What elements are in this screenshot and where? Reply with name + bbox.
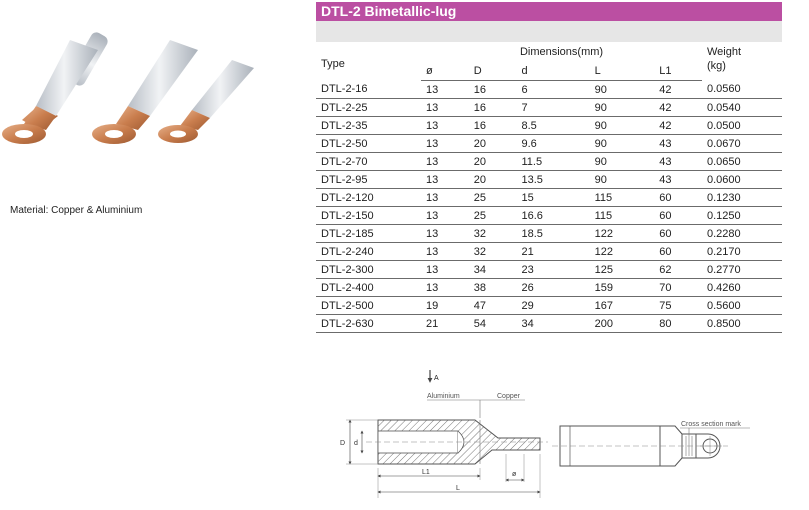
table-cell: 13 (421, 207, 469, 225)
dim-phi-label: ø (512, 471, 517, 478)
table-cell: DTL-2-240 (316, 243, 421, 261)
title-subbar (316, 21, 782, 42)
table-cell: 0.1230 (702, 189, 782, 207)
table-cell: 21 (516, 243, 589, 261)
technical-drawing (330, 368, 790, 508)
table-cell: 0.1250 (702, 207, 782, 225)
table-cell: 0.0560 (702, 81, 782, 99)
table-cell: 0.5600 (702, 297, 782, 315)
dim-L1-label: L1 (422, 469, 430, 476)
table-cell: DTL-2-35 (316, 117, 421, 135)
table-cell: DTL-2-16 (316, 81, 421, 99)
table-cell: 43 (654, 153, 702, 171)
table-cell: 8.5 (516, 117, 589, 135)
table-cell: 0.0540 (702, 99, 782, 117)
table-cell: 13.5 (516, 171, 589, 189)
table-cell: 32 (469, 243, 517, 261)
table-cell: 54 (469, 315, 517, 333)
table-cell: 16 (469, 99, 517, 117)
dim-L-label: L (456, 485, 460, 492)
table-cell: 16 (469, 81, 517, 99)
table-cell: 167 (590, 297, 655, 315)
table-cell: 16 (469, 117, 517, 135)
lug-section-view (366, 420, 548, 464)
table-cell: 60 (654, 189, 702, 207)
table-row (316, 135, 782, 153)
table-cell: 115 (590, 207, 655, 225)
table-cell: 0.0600 (702, 171, 782, 189)
subheader-L: L (590, 62, 655, 81)
copper-label: Copper (497, 393, 520, 400)
table-cell: 25 (469, 189, 517, 207)
table-cell: DTL-2-70 (316, 153, 421, 171)
table-row (316, 297, 782, 315)
table-cell: 0.2280 (702, 225, 782, 243)
table-cell: 159 (590, 279, 655, 297)
section-marker (430, 370, 439, 382)
table-cell: 90 (590, 171, 655, 189)
table-cell: 26 (516, 279, 589, 297)
table-cell: 60 (654, 225, 702, 243)
table-cell: 75 (654, 297, 702, 315)
material-note: Material: Copper & Aluminium (10, 205, 143, 216)
table-header-row (316, 42, 782, 62)
table-cell: 21 (421, 315, 469, 333)
table-cell: 90 (590, 99, 655, 117)
table-cell: 34 (469, 261, 517, 279)
table-cell: 18.5 (516, 225, 589, 243)
table-cell: 47 (469, 297, 517, 315)
subheader-D: D (469, 62, 517, 81)
table-cell: 13 (421, 261, 469, 279)
table-cell: DTL-2-25 (316, 99, 421, 117)
table-cell: 13 (421, 135, 469, 153)
table-row (316, 207, 782, 225)
table-cell: 0.0500 (702, 117, 782, 135)
table-cell: 13 (421, 99, 469, 117)
table-cell: 13 (421, 171, 469, 189)
table-cell: 0.4260 (702, 279, 782, 297)
table-cell: 122 (590, 225, 655, 243)
table-row (316, 99, 782, 117)
table-cell: DTL-2-150 (316, 207, 421, 225)
table-cell: 62 (654, 261, 702, 279)
table-cell: 13 (421, 81, 469, 99)
table-cell: 90 (590, 153, 655, 171)
table-cell: 16.6 (516, 207, 589, 225)
table-cell: DTL-2-300 (316, 261, 421, 279)
table-cell: 7 (516, 99, 589, 117)
table-row (316, 153, 782, 171)
table-cell: 200 (590, 315, 655, 333)
table-cell: 0.0650 (702, 153, 782, 171)
table-cell: 13 (421, 153, 469, 171)
cross-section-label: Cross section mark (681, 421, 741, 428)
aluminium-label: Aluminium (427, 393, 460, 400)
table-cell: DTL-2-500 (316, 297, 421, 315)
table-cell: 38 (469, 279, 517, 297)
table-cell: 20 (469, 153, 517, 171)
table-cell: 125 (590, 261, 655, 279)
table-cell: 32 (469, 225, 517, 243)
lug-exterior-view (552, 426, 728, 466)
table-cell: 13 (421, 117, 469, 135)
table-row (316, 279, 782, 297)
dim-D-label: D (340, 440, 346, 447)
lug-photo-1 (2, 30, 112, 144)
table-row (316, 261, 782, 279)
subheader-phi: ø (421, 62, 469, 81)
table-cell: 115 (590, 189, 655, 207)
table-cell: 34 (516, 315, 589, 333)
table-cell: 13 (421, 225, 469, 243)
dim-d-label: d (354, 440, 358, 447)
table-cell: 0.8500 (702, 315, 782, 333)
spec-table (316, 42, 782, 333)
table-cell: 20 (469, 135, 517, 153)
table-cell: 0.2170 (702, 243, 782, 261)
table-cell: 42 (654, 117, 702, 135)
table-row (316, 117, 782, 135)
table-cell: 43 (654, 171, 702, 189)
table-row (316, 189, 782, 207)
table-row (316, 81, 782, 99)
table-cell: 60 (654, 207, 702, 225)
dimensions-header: Dimensions(mm) (519, 46, 604, 58)
table-row (316, 315, 782, 333)
table-cell: 90 (590, 117, 655, 135)
subheader-L1: L1 (654, 62, 702, 81)
table-cell: DTL-2-400 (316, 279, 421, 297)
table-row (316, 171, 782, 189)
table-cell: 13 (421, 189, 469, 207)
table-cell: 0.2770 (702, 261, 782, 279)
table-cell: 70 (654, 279, 702, 297)
table-cell: 19 (421, 297, 469, 315)
table-cell: 42 (654, 99, 702, 117)
table-cell: 6 (516, 81, 589, 99)
table-cell: 122 (590, 243, 655, 261)
table-cell: DTL-2-630 (316, 315, 421, 333)
table-cell: 23 (516, 261, 589, 279)
table-row (316, 243, 782, 261)
section-label: A (434, 375, 439, 382)
table-cell: 11.5 (516, 153, 589, 171)
table-cell: DTL-2-120 (316, 189, 421, 207)
table-cell: 15 (516, 189, 589, 207)
table-cell: 42 (654, 81, 702, 99)
table-cell: 90 (590, 135, 655, 153)
table-cell: 90 (590, 81, 655, 99)
section-title: DTL-2 Bimetallic-lug (316, 2, 782, 21)
table-cell: DTL-2-95 (316, 171, 421, 189)
table-cell: 20 (469, 171, 517, 189)
product-photo (0, 30, 300, 170)
type-header: Type (321, 58, 345, 71)
table-cell: 29 (516, 297, 589, 315)
table-cell: 25 (469, 207, 517, 225)
table-cell: DTL-2-50 (316, 135, 421, 153)
table-cell: DTL-2-185 (316, 225, 421, 243)
table-cell: 0.0670 (702, 135, 782, 153)
table-cell: 13 (421, 243, 469, 261)
table-cell: 9.6 (516, 135, 589, 153)
weight-header: Weight (kg) (707, 46, 742, 72)
table-cell: 80 (654, 315, 702, 333)
subheader-d: d (516, 62, 589, 81)
table-cell: 43 (654, 135, 702, 153)
table-cell: 60 (654, 243, 702, 261)
table-cell: 13 (421, 279, 469, 297)
table-row (316, 225, 782, 243)
